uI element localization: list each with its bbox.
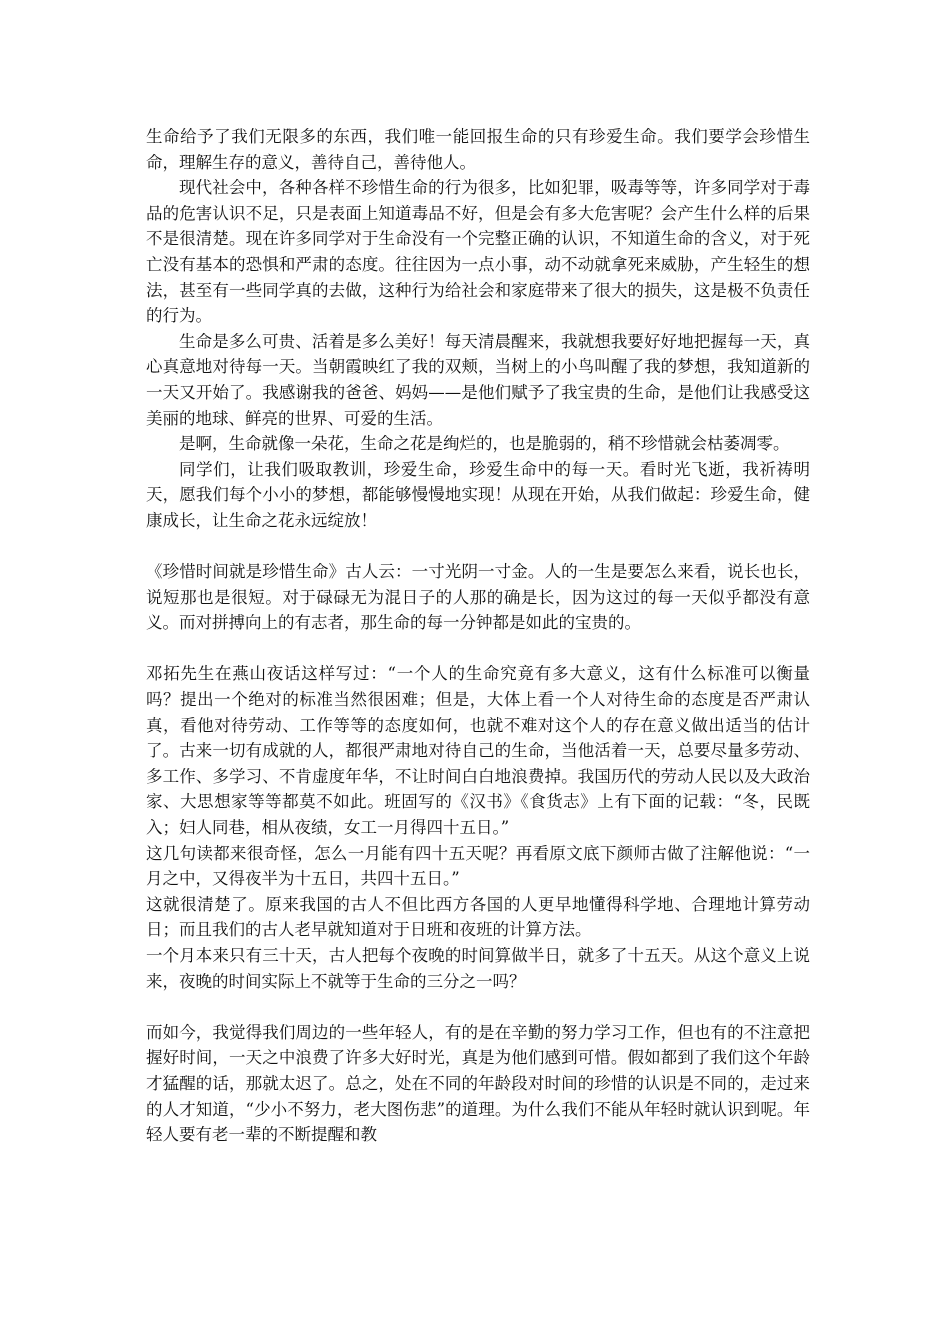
paragraph-1: 生命给予了我们无限多的东西，我们唯一能回报生命的只有珍爱生命。我们要学会珍惜生命，理解生存的意义，善待自己，善待他人。 (146, 127, 810, 172)
paragraph-6: 《珍惜时间就是珍惜生命》古人云：一寸光阴一寸金。人的一生是要怎么来看，说长也长，说短那也是很短。对于碌碌无为混日子的人那的确是长，因为这过的每一天似乎都没有意义。而对拼搏向上的有志者，那生命的每一分钟都是如此的宝贵的。 (146, 562, 810, 633)
paragraph-gap (146, 534, 810, 560)
paragraph-gap (146, 636, 810, 662)
paragraph-2: 现代社会中，各种各样不珍惜生命的行为很多，比如犯罪，吸毒等等，许多同学对于毒品的危害认识不足，只是表面上知道毒品不好，但是会有多大危害呢？会产生什么样的后果不是很清楚。现在许多同学对于生命没有一个完整正确的认识，不知道生命的含义，对于死亡没有基本的恐惧和严肃的态度。往往因为一点小事，动不动就拿死来威胁，产生轻生的想法，甚至有一些同学真的去做，这种行为给社会和家庭带来了很大的损失，这是极不负责任的行为。 (146, 178, 810, 326)
document-body (146, 124, 810, 1148)
paragraph-8: 这几句读都来很奇怪，怎么一月能有四十五天呢？再看原文底下颜师古做了注解他说：“一月之中，又得夜半为十五日，共四十五日。” (146, 843, 810, 889)
paragraph-9: 这就很清楚了。原来我国的古人不但比西方各国的人更早地懂得科学地、合理地计算劳动日；而且我们的古人老早就知道对于日班和夜班的计算方法。 (146, 894, 810, 940)
paragraph-10: 一个月本来只有三十天，古人把每个夜晚的时间算做半日，就多了十五天。从这个意义上说来，夜晚的时间实际上不就等于生命的三分之一吗？ (146, 946, 810, 991)
paragraph-gap (146, 994, 810, 1020)
paragraph-3: 生命是多么可贵、活着是多么美好！每天清晨醒来，我就想我要好好地把握每一天，真心真意地对待每一天。当朝霞映红了我的双颊，当树上的小鸟叫醒了我的梦想，我知道新的一天又开始了。我感谢我的爸爸、妈妈——是他们赋予了我宝贵的生命，是他们让我感受这美丽的地球、鲜亮的世界、可爱的生活。 (146, 331, 810, 428)
paragraph-4: 是啊，生命就像一朵花，生命之花是绚烂的，也是脆弱的，稍不珍惜就会枯萎凋零。 (179, 434, 790, 454)
paragraph-5: 同学们，让我们吸取教训，珍爱生命，珍爱生命中的每一天。看时光飞逝，我祈祷明天，愿我们每个小小的梦想，都能够慢慢地实现！从现在开始，从我们做起：珍爱生命，健康成长，让生命之花永远绽放！ (146, 459, 810, 530)
paragraph-11: 而如今，我觉得我们周边的一些年轻人，有的是在辛勤的努力学习工作，但也有的不注意把握好时间，一天之中浪费了许多大好时光，真是为他们感到可惜。假如都到了我们这个年龄才猛醒的话，那就太迟了。总之，处在不同的年龄段对时间的珍惜的认识是不同的，走过来的人才知道，“少小不努力，老大图伤悲”的道理。为什么我们不能从年轻时就认识到呢。年轻人要有老一辈的不断提醒和教 (146, 1022, 810, 1145)
paragraph-7: 邓拓先生在燕山夜话这样写过：“一个人的生命究竟有多大意义，这有什么标准可以衡量吗？提出一个绝对的标准当然很困难；但是，大体上看一个人对待生命的态度是否严肃认真，看他对待劳动、工作等等的态度如何，也就不难对这个人的存在意义做出适当的估计了。古来一切有成就的人，都很严肃地对待自己的生命，当他活着一天，总要尽量多劳动、多工作、多学习、不肯虚度年华，不让时间白白地浪费掉。我国历代的劳动人民以及大政治家、大思想家等等都莫不如此。班固写的《汉书》《食货志》上有下面的记载：“冬，民既入；妇人同巷，相从夜绩，女工一月得四十五日。” (146, 664, 810, 838)
